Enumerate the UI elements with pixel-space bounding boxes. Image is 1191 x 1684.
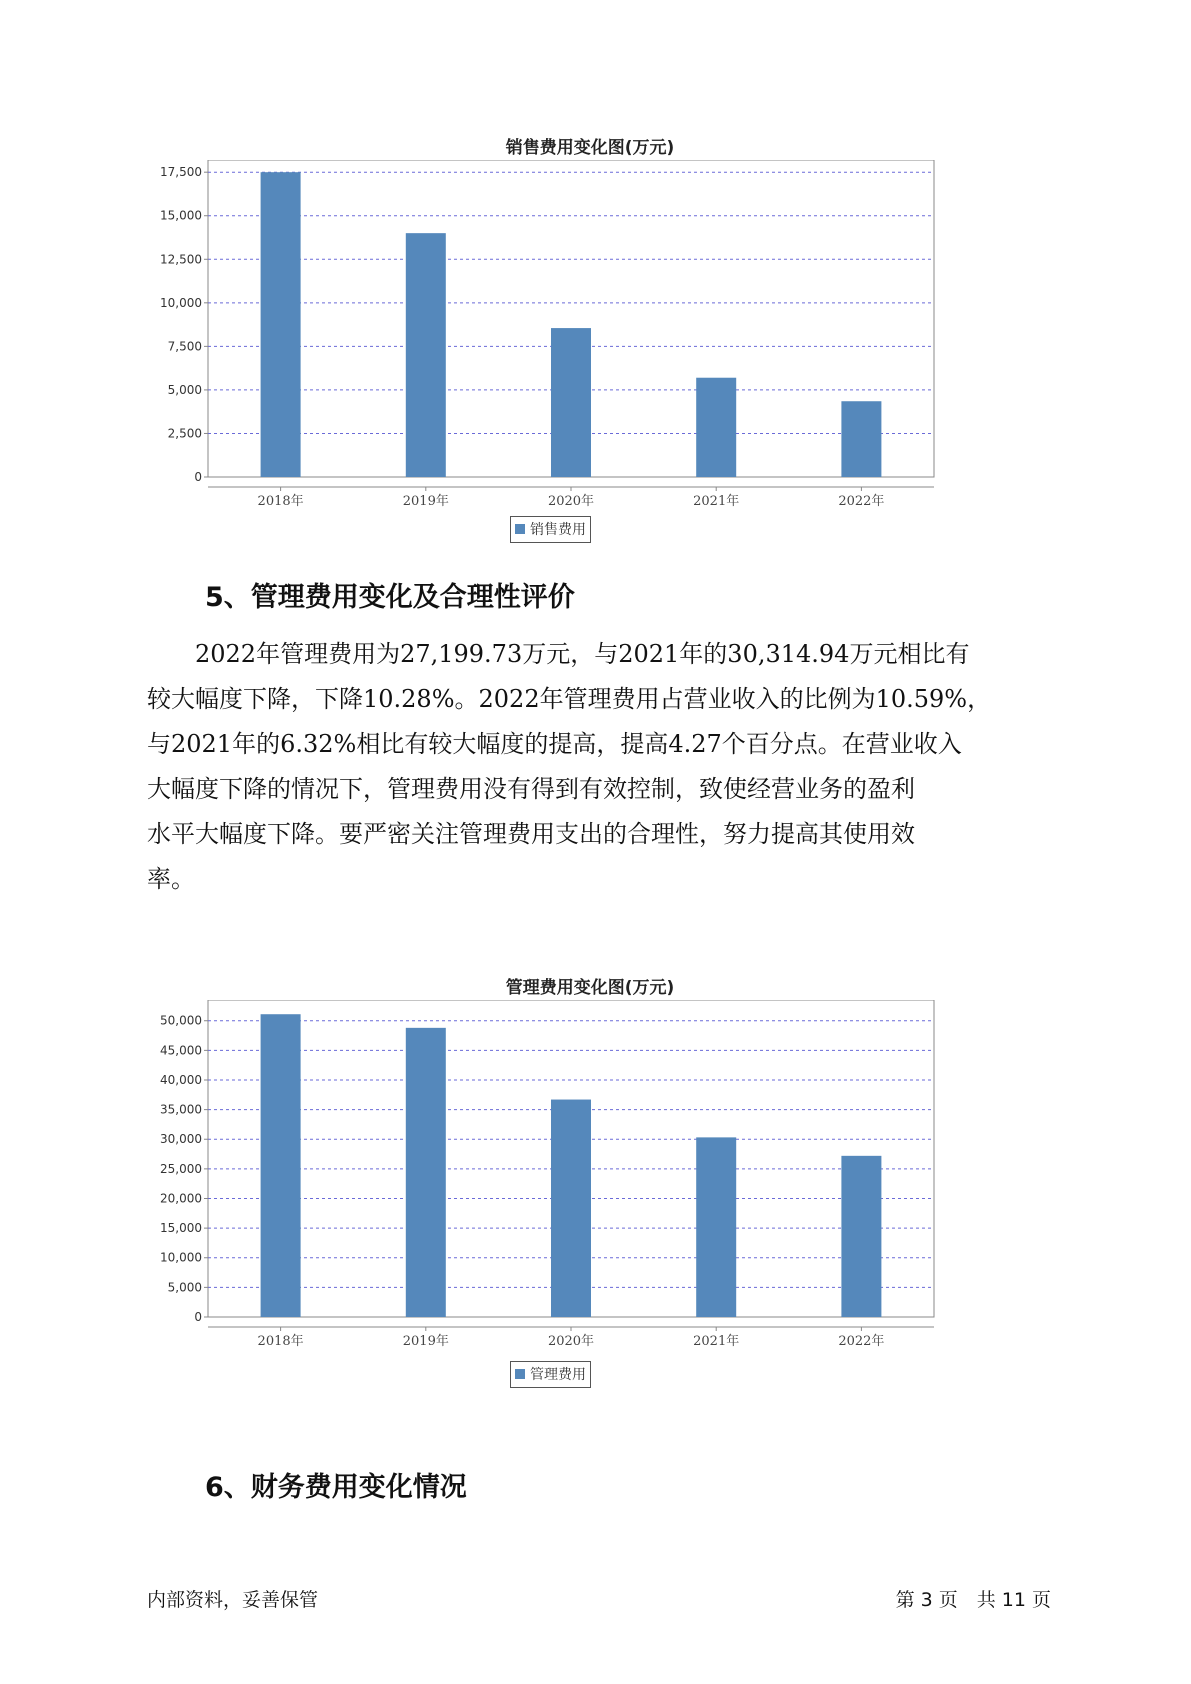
bar xyxy=(841,1156,881,1317)
paragraph-line: 较大幅度下降，下降10.28%。2022年管理费用占营业收入的比例为10.59%， xyxy=(147,685,992,713)
bar xyxy=(406,233,446,477)
section-heading-6: 6、财务费用变化情况 xyxy=(205,1472,467,1503)
paragraph-line: 率。 xyxy=(147,865,195,893)
x-tick-label: 2019年 xyxy=(402,1334,449,1349)
x-tick-label: 2018年 xyxy=(257,494,304,509)
y-tick-label: 50,000 xyxy=(160,1013,202,1028)
bar xyxy=(696,378,736,477)
chart-title: 销售费用变化图(万元) xyxy=(505,138,675,158)
y-tick-label: 7,500 xyxy=(167,339,202,354)
y-tick-label: 5,000 xyxy=(167,1280,202,1295)
x-tick-label: 2019年 xyxy=(402,494,449,509)
footer-confidential: 内部资料，妥善保管 xyxy=(147,1589,319,1611)
paragraph-line: 2022年管理费用为27,199.73万元，与2021年的30,314.94万元相比有 xyxy=(195,640,970,668)
admin-expense-chart xyxy=(150,970,1030,1395)
y-tick-label: 0 xyxy=(194,1310,202,1324)
paragraph-line: 与2021年的6.32%相比有较大幅度的提高，提高4.27个百分点。在营业收入 xyxy=(147,730,962,758)
x-tick-label: 2020年 xyxy=(547,494,595,509)
y-tick-label: 12,500 xyxy=(160,252,202,267)
section-heading-5: 5、管理费用变化及合理性评价 xyxy=(205,582,575,613)
y-tick-label: 2,500 xyxy=(167,426,202,441)
x-tick-label: 2021年 xyxy=(693,494,740,509)
y-tick-label: 0 xyxy=(194,470,202,484)
legend-label: 销售费用 xyxy=(530,522,586,538)
bar xyxy=(696,1137,736,1317)
y-tick-label: 30,000 xyxy=(160,1132,202,1147)
y-tick-label: 20,000 xyxy=(160,1191,202,1206)
chart-legend xyxy=(510,1361,591,1388)
y-tick-label: 10,000 xyxy=(160,295,202,310)
x-tick-label: 2021年 xyxy=(693,1334,740,1349)
x-tick-label: 2018年 xyxy=(257,1334,304,1349)
bar xyxy=(261,172,301,477)
bar xyxy=(551,1100,591,1317)
sales-expense-chart-plot xyxy=(150,160,1030,550)
y-tick-label: 40,000 xyxy=(160,1072,202,1087)
chart-title: 管理费用变化图(万元) xyxy=(505,978,675,998)
paragraph-line: 水平大幅度下降。要严密关注管理费用支出的合理性，努力提高其使用效 xyxy=(147,820,915,848)
y-tick-label: 25,000 xyxy=(160,1161,202,1176)
legend-label: 管理费用 xyxy=(530,1367,586,1383)
bar xyxy=(406,1028,446,1317)
section-5-paragraph xyxy=(147,632,1052,902)
y-tick-label: 15,000 xyxy=(160,208,202,223)
y-tick-label: 45,000 xyxy=(160,1043,202,1058)
x-tick-label: 2022年 xyxy=(838,494,885,509)
y-tick-label: 35,000 xyxy=(160,1102,202,1117)
bar xyxy=(261,1014,301,1317)
chart-legend xyxy=(510,516,591,543)
legend-swatch xyxy=(515,524,525,534)
y-tick-label: 17,500 xyxy=(160,165,202,180)
x-tick-label: 2020年 xyxy=(547,1334,595,1349)
legend-swatch xyxy=(515,1369,525,1379)
x-tick-label: 2022年 xyxy=(838,1334,885,1349)
bar xyxy=(551,328,591,477)
bar xyxy=(841,401,881,477)
y-tick-label: 15,000 xyxy=(160,1221,202,1236)
y-tick-label: 5,000 xyxy=(167,382,202,397)
admin-expense-chart-plot xyxy=(150,1000,1030,1395)
footer-page-number: 第 3 页 共 11 页 xyxy=(895,1589,1051,1611)
sales-expense-chart xyxy=(150,130,1030,550)
paragraph-line: 大幅度下降的情况下，管理费用没有得到有效控制，致使经营业务的盈利 xyxy=(147,775,915,803)
y-tick-label: 10,000 xyxy=(160,1250,202,1265)
